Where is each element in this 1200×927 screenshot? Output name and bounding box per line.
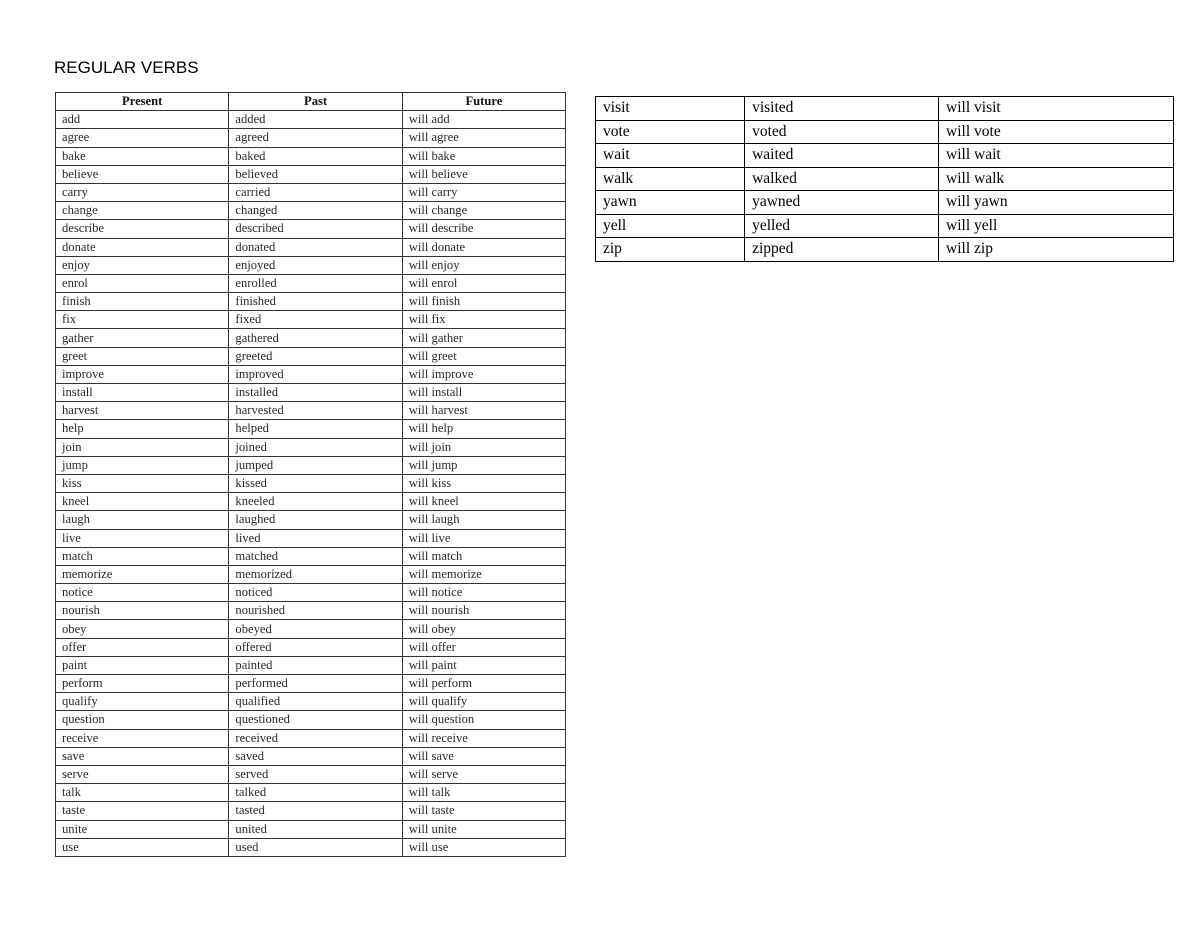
table-row	[56, 729, 566, 747]
past-cell: donated	[229, 238, 402, 256]
present-cell: serve	[56, 765, 229, 783]
future-cell: will add	[402, 111, 565, 129]
table-row	[596, 144, 1174, 168]
future-cell: will vote	[939, 120, 1174, 144]
table-row	[56, 183, 566, 201]
table-row	[56, 165, 566, 183]
present-cell: kneel	[56, 493, 229, 511]
past-cell: helped	[229, 420, 402, 438]
table-row	[56, 129, 566, 147]
future-cell: will yell	[939, 214, 1174, 238]
verbs-table-continued	[595, 96, 1174, 262]
present-cell: fix	[56, 311, 229, 329]
future-cell: will yawn	[939, 191, 1174, 215]
page-title: REGULAR VERBS	[54, 58, 199, 77]
future-cell: will join	[402, 438, 565, 456]
future-cell: will install	[402, 384, 565, 402]
future-cell: will question	[402, 711, 565, 729]
past-cell: greeted	[229, 347, 402, 365]
table-row	[596, 191, 1174, 215]
past-cell: installed	[229, 384, 402, 402]
future-cell: will gather	[402, 329, 565, 347]
present-cell: harvest	[56, 402, 229, 420]
past-cell: used	[229, 838, 402, 856]
table-row	[56, 347, 566, 365]
present-cell: agree	[56, 129, 229, 147]
past-cell: qualified	[229, 693, 402, 711]
present-cell: talk	[56, 784, 229, 802]
past-cell: zipped	[745, 238, 939, 262]
past-cell: yawned	[745, 191, 939, 215]
column-header-past: Past	[229, 93, 402, 111]
table-row	[56, 493, 566, 511]
present-cell: vote	[596, 120, 745, 144]
past-cell: harvested	[229, 402, 402, 420]
table-row	[596, 238, 1174, 262]
table-row	[56, 638, 566, 656]
verbs-table-main	[55, 92, 566, 857]
future-cell: will visit	[939, 97, 1174, 121]
table-row	[56, 529, 566, 547]
table-row	[596, 167, 1174, 191]
future-cell: will perform	[402, 675, 565, 693]
past-cell: walked	[745, 167, 939, 191]
future-cell: will enrol	[402, 274, 565, 292]
past-cell: laughed	[229, 511, 402, 529]
present-cell: save	[56, 747, 229, 765]
past-cell: baked	[229, 147, 402, 165]
past-cell: offered	[229, 638, 402, 656]
past-cell: agreed	[229, 129, 402, 147]
column-header-present: Present	[56, 93, 229, 111]
past-cell: kneeled	[229, 493, 402, 511]
table-row	[56, 784, 566, 802]
future-cell: will greet	[402, 347, 565, 365]
present-cell: walk	[596, 167, 745, 191]
future-cell: will believe	[402, 165, 565, 183]
present-cell: yawn	[596, 191, 745, 215]
present-cell: laugh	[56, 511, 229, 529]
past-cell: performed	[229, 675, 402, 693]
future-cell: will enjoy	[402, 256, 565, 274]
present-cell: zip	[596, 238, 745, 262]
present-cell: yell	[596, 214, 745, 238]
future-cell: will change	[402, 202, 565, 220]
future-cell: will obey	[402, 620, 565, 638]
future-cell: will harvest	[402, 402, 565, 420]
table-row	[56, 329, 566, 347]
past-cell: obeyed	[229, 620, 402, 638]
present-cell: jump	[56, 456, 229, 474]
future-cell: will offer	[402, 638, 565, 656]
past-cell: memorized	[229, 565, 402, 583]
table-row	[56, 693, 566, 711]
future-cell: will taste	[402, 802, 565, 820]
present-cell: use	[56, 838, 229, 856]
present-cell: taste	[56, 802, 229, 820]
present-cell: describe	[56, 220, 229, 238]
present-cell: live	[56, 529, 229, 547]
future-cell: will zip	[939, 238, 1174, 262]
future-cell: will save	[402, 747, 565, 765]
future-cell: will notice	[402, 584, 565, 602]
future-cell: will match	[402, 547, 565, 565]
table-row	[56, 220, 566, 238]
table-row	[56, 293, 566, 311]
future-cell: will kiss	[402, 474, 565, 492]
past-cell: enjoyed	[229, 256, 402, 274]
table-row	[596, 120, 1174, 144]
past-cell: joined	[229, 438, 402, 456]
future-cell: will serve	[402, 765, 565, 783]
past-cell: tasted	[229, 802, 402, 820]
past-cell: questioned	[229, 711, 402, 729]
present-cell: finish	[56, 293, 229, 311]
future-cell: will describe	[402, 220, 565, 238]
past-cell: visited	[745, 97, 939, 121]
past-cell: received	[229, 729, 402, 747]
past-cell: enrolled	[229, 274, 402, 292]
table-row	[56, 420, 566, 438]
future-cell: will carry	[402, 183, 565, 201]
past-cell: kissed	[229, 474, 402, 492]
table-row	[56, 365, 566, 383]
table-row	[56, 820, 566, 838]
past-cell: yelled	[745, 214, 939, 238]
future-cell: will receive	[402, 729, 565, 747]
past-cell: described	[229, 220, 402, 238]
past-cell: added	[229, 111, 402, 129]
table-header-row	[56, 93, 566, 111]
table-row	[56, 438, 566, 456]
present-cell: receive	[56, 729, 229, 747]
future-cell: will unite	[402, 820, 565, 838]
table-row	[56, 511, 566, 529]
table-row	[596, 97, 1174, 121]
past-cell: fixed	[229, 311, 402, 329]
present-cell: join	[56, 438, 229, 456]
past-cell: noticed	[229, 584, 402, 602]
past-cell: jumped	[229, 456, 402, 474]
future-cell: will agree	[402, 129, 565, 147]
past-cell: changed	[229, 202, 402, 220]
verbs-table-continued-body	[596, 97, 1174, 262]
past-cell: finished	[229, 293, 402, 311]
present-cell: greet	[56, 347, 229, 365]
table-row	[56, 547, 566, 565]
past-cell: saved	[229, 747, 402, 765]
past-cell: improved	[229, 365, 402, 383]
future-cell: will finish	[402, 293, 565, 311]
column-header-future: Future	[402, 93, 565, 111]
present-cell: carry	[56, 183, 229, 201]
present-cell: nourish	[56, 602, 229, 620]
present-cell: offer	[56, 638, 229, 656]
present-cell: enrol	[56, 274, 229, 292]
table-row	[56, 456, 566, 474]
table-row	[56, 838, 566, 856]
table-row	[56, 565, 566, 583]
past-cell: painted	[229, 656, 402, 674]
present-cell: help	[56, 420, 229, 438]
future-cell: will paint	[402, 656, 565, 674]
past-cell: gathered	[229, 329, 402, 347]
table-row	[56, 147, 566, 165]
table-row	[56, 256, 566, 274]
table-row	[56, 802, 566, 820]
future-cell: will talk	[402, 784, 565, 802]
table-row	[56, 584, 566, 602]
present-cell: donate	[56, 238, 229, 256]
present-cell: notice	[56, 584, 229, 602]
table-row	[56, 474, 566, 492]
verbs-table-main-body	[56, 111, 566, 857]
table-row	[56, 675, 566, 693]
future-cell: will kneel	[402, 493, 565, 511]
present-cell: believe	[56, 165, 229, 183]
present-cell: question	[56, 711, 229, 729]
future-cell: will nourish	[402, 602, 565, 620]
present-cell: bake	[56, 147, 229, 165]
table-row	[56, 747, 566, 765]
past-cell: served	[229, 765, 402, 783]
future-cell: will help	[402, 420, 565, 438]
table-row	[596, 214, 1174, 238]
table-row	[56, 402, 566, 420]
present-cell: enjoy	[56, 256, 229, 274]
present-cell: kiss	[56, 474, 229, 492]
future-cell: will wait	[939, 144, 1174, 168]
present-cell: gather	[56, 329, 229, 347]
present-cell: improve	[56, 365, 229, 383]
future-cell: will jump	[402, 456, 565, 474]
table-row	[56, 111, 566, 129]
future-cell: will improve	[402, 365, 565, 383]
past-cell: matched	[229, 547, 402, 565]
past-cell: lived	[229, 529, 402, 547]
present-cell: unite	[56, 820, 229, 838]
past-cell: believed	[229, 165, 402, 183]
present-cell: obey	[56, 620, 229, 638]
table-row	[56, 602, 566, 620]
table-row	[56, 656, 566, 674]
present-cell: install	[56, 384, 229, 402]
present-cell: perform	[56, 675, 229, 693]
past-cell: talked	[229, 784, 402, 802]
present-cell: change	[56, 202, 229, 220]
table-row	[56, 202, 566, 220]
future-cell: will donate	[402, 238, 565, 256]
present-cell: wait	[596, 144, 745, 168]
present-cell: add	[56, 111, 229, 129]
past-cell: voted	[745, 120, 939, 144]
future-cell: will use	[402, 838, 565, 856]
future-cell: will walk	[939, 167, 1174, 191]
past-cell: carried	[229, 183, 402, 201]
table-row	[56, 311, 566, 329]
present-cell: match	[56, 547, 229, 565]
future-cell: will live	[402, 529, 565, 547]
future-cell: will qualify	[402, 693, 565, 711]
table-row	[56, 711, 566, 729]
past-cell: waited	[745, 144, 939, 168]
future-cell: will fix	[402, 311, 565, 329]
future-cell: will memorize	[402, 565, 565, 583]
table-row	[56, 274, 566, 292]
past-cell: nourished	[229, 602, 402, 620]
present-cell: qualify	[56, 693, 229, 711]
table-row	[56, 238, 566, 256]
present-cell: memorize	[56, 565, 229, 583]
table-row	[56, 384, 566, 402]
past-cell: united	[229, 820, 402, 838]
future-cell: will laugh	[402, 511, 565, 529]
table-row	[56, 765, 566, 783]
present-cell: paint	[56, 656, 229, 674]
table-row	[56, 620, 566, 638]
present-cell: visit	[596, 97, 745, 121]
future-cell: will bake	[402, 147, 565, 165]
